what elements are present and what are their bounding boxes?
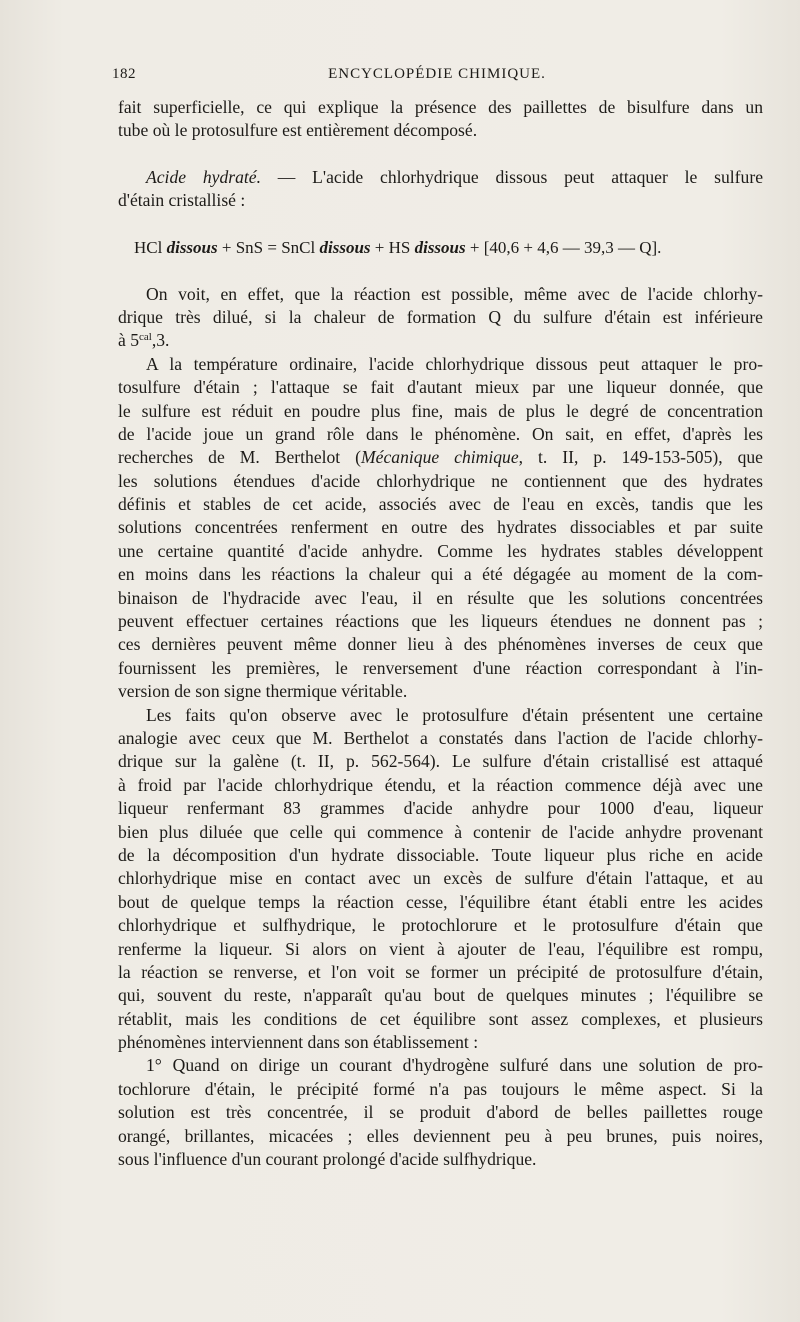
chemical-equation: HCl dissous + SnS = SnCl dissous + HS dissous + [40,6 + 4,6 — 39,3 — Q].: [134, 237, 662, 257]
text-line: une certaine quantité d'acide anhydre. Comme les hydrates stables développent: [118, 540, 763, 561]
text-line: tube où le protosulfure est entièrement décomposé.: [118, 120, 478, 141]
paragraph-temperature: [118, 353, 763, 704]
text-line: à $5^{cal},3$.: [118, 330, 170, 351]
section-heading: Acide hydraté.: [146, 166, 261, 187]
text-line: A la température ordinaire, l'acide chlorhydrique dissous peut attaquer le pro-: [146, 353, 763, 374]
text-line: phénomènes interviennent dans son établissement :: [118, 1032, 479, 1053]
text-line: fournissent les premières, le renversement d'une réaction correspondant à l'in-: [118, 657, 763, 678]
running-head: ENCYCLOPÉDIE CHIMIQUE.: [328, 66, 546, 82]
text-line: qui, souvent du reste, n'apparaît qu'au bout de quelques minutes ; l'équilibre se: [118, 985, 763, 1006]
paragraph-les-faits: [118, 704, 763, 1055]
text-line: renferme la liqueur. Si alors on vient à ajouter de l'eau, l'équilibre est rompu,: [118, 938, 763, 959]
text-line: chlorhydrique mise en contact avec un excès de sulfure d'étain l'attaque, et au: [118, 868, 763, 889]
text-line: chlorhydrique et sulfhydrique, le protochlorure et le protosulfure d'étain que: [118, 915, 763, 936]
text-line: fait superficielle, ce qui explique la présence des paillettes de bisulfure dans un: [118, 97, 763, 117]
text-line: ces dernières peuvent même donner lieu à des phénomènes inverses de ceux que: [118, 634, 763, 655]
paragraph-on-voit: [118, 283, 763, 353]
text-line: peuvent effectuer certaines réactions que les liqueurs étendues ne donnent pas ;: [118, 611, 763, 632]
text-line: binaison de l'hydracide avec l'eau, il en résulte que les solutions concentrées: [118, 587, 763, 608]
text-line: 1° Quand on dirige un courant d'hydrogène sulfuré dans une solution de pro-: [146, 1055, 763, 1076]
text-line: On voit, en effet, que la réaction est possible, même avec de l'acide chlorhy-: [146, 283, 763, 304]
text-line: en moins dans les réactions la chaleur qui a été dégagée au moment de la com-: [118, 564, 763, 585]
text-line: définis et stables de cet acide, associés avec de l'eau en excès, tandis que les: [118, 494, 763, 515]
page-body: [118, 96, 763, 1171]
text-line: version de son signe thermique véritable.: [118, 681, 408, 702]
text-line: liqueur renfermant 83 grammes d'acide anhydre pour 1000 d'eau, liqueur: [118, 798, 763, 819]
text-line: rétablit, mais les conditions de cet équilibre sont assez complexes, et plusieurs: [118, 1008, 763, 1029]
paragraph-numbered-1: [118, 1054, 763, 1171]
text-line: solution est très concentrée, il se produit d'abord de belles paillettes rouge: [118, 1102, 763, 1123]
book-title: Mécanique chimique: [361, 447, 519, 468]
text-line: analogie avec ceux que M. Berthelot a constatés dans l'action de l'acide chlorhy-: [118, 727, 763, 748]
paragraph-acide-hydrate: [118, 166, 763, 213]
text-line: de l'acide joue un grand rôle dans le phénomène. On sait, en effet, d'après les: [118, 423, 763, 444]
text-line: sous l'influence d'un courant prolongé d'acide sulfhydrique.: [118, 1149, 537, 1170]
text-line: Les faits qu'on observe avec le protosulfure d'étain présentent une certaine: [146, 704, 763, 725]
text-line: tochlorure d'étain, le précipité formé n'a pas toujours le même aspect. Si la: [118, 1078, 763, 1099]
text-line: drique sur la galène (t. II, p. 562-564). Le sulfure d'étain cristallisé est attaqué: [118, 751, 763, 772]
text-line: recherches de M. Berthelot (Mécanique chimique, t. II, p. 149-153-505), que: [118, 447, 763, 468]
page-header: [112, 66, 762, 92]
page-number: 182: [112, 66, 136, 82]
text-line: orangé, brillantes, micacées ; elles deviennent peu à peu brunes, puis noires,: [118, 1125, 763, 1146]
text-line: le sulfure est réduit en poudre plus fine, mais de plus le degré de concentration: [118, 400, 763, 421]
paragraph-continuation: [118, 96, 763, 143]
text-line: bien plus diluée que celle qui commence à contenir de l'acide anhydre provenant: [118, 821, 763, 842]
text-line: de la décomposition d'un hydrate dissociable. Toute liqueur plus riche en acide: [118, 844, 763, 865]
text-line: la réaction se renverse, et l'on voit se former un précipité de protosulfure d'étain,: [118, 961, 763, 982]
text-line: solutions concentrées renferment en outre des hydrates dissociables et par suite: [118, 517, 763, 538]
text-line: à froid par l'acide chlorhydrique étendu, et la réaction commence déjà avec une: [118, 774, 763, 795]
text-line: Acide hydraté. — L'acide chlorhydrique dissous peut attaquer le sulfure: [146, 166, 763, 187]
text-line: bout de quelque temps la réaction cesse, l'équilibre étant établi entre les acides: [118, 891, 763, 912]
text-line: les solutions étendues d'acide chlorhydrique ne contiennent que des hydrates: [118, 470, 763, 491]
text-line: drique très dilué, si la chaleur de formation Q du sulfure d'étain est inférieure: [118, 306, 763, 327]
text-line: tosulfure d'étain ; l'attaque se fait d'autant mieux par une liqueur donnée, que: [118, 377, 763, 398]
text-line: d'étain cristallisé :: [118, 190, 246, 211]
